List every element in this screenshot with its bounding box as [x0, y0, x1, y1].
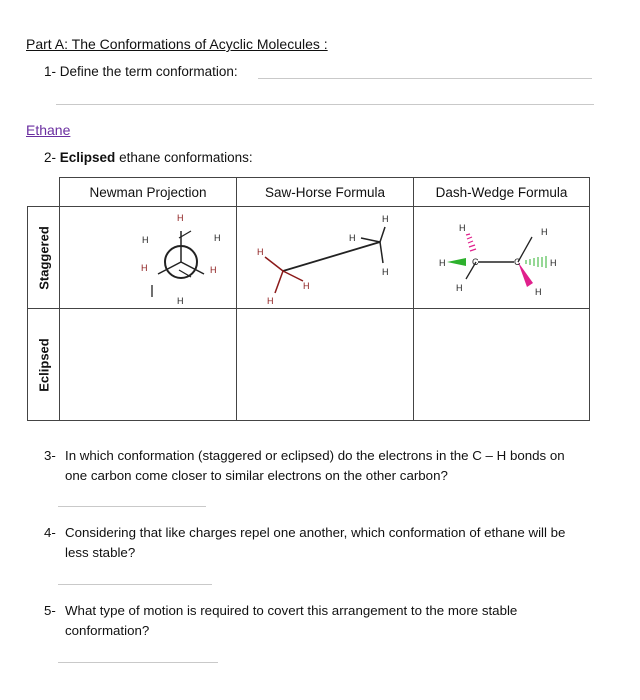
question-2-bold: Eclipsed [59, 150, 116, 165]
question-4-number: 4- [44, 525, 56, 540]
question-2-number: 2- [44, 150, 57, 165]
col-header-sawhorse: Saw-Horse Formula [237, 178, 414, 207]
question-3-line-1: In which conformation (staggered or eclipsed) do the electrons in the C – H bonds on [65, 448, 565, 463]
question-1-text: Define the term conformation: [59, 64, 238, 79]
newman-projection-diagram [60, 207, 236, 308]
answer-line-5[interactable] [58, 662, 218, 663]
answer-line-3[interactable] [58, 506, 206, 507]
question-2-text: ethane conformations: [115, 150, 253, 165]
atom-h-front-top: H [177, 213, 184, 223]
question-1 [44, 64, 238, 79]
answer-line-4[interactable] [58, 584, 212, 585]
atom-h-front-bottom: H [267, 296, 274, 306]
atom-h-back-right: H [214, 233, 221, 243]
sawhorse-formula-diagram [237, 207, 413, 308]
atom-h-back-bottom: H [382, 267, 389, 277]
question-4-line-1: Considering that like charges repel one another, which conformation of ethane will be [65, 525, 566, 540]
atom-h-left: H [439, 258, 446, 268]
atom-h-back-left: H [142, 235, 149, 245]
col-header-newman: Newman Projection [60, 178, 237, 207]
table-corner [28, 178, 60, 207]
atom-h-front-left: H [257, 247, 264, 257]
atom-h-back-bottom: H [177, 296, 184, 306]
question-5-number: 5- [44, 603, 56, 618]
question-4-line-2: less stable? [65, 545, 136, 560]
atom-h-front-right: H [303, 281, 310, 291]
answer-line-1a[interactable] [258, 78, 592, 79]
front-bonds [158, 231, 204, 274]
section-ethane: Ethane [26, 122, 71, 138]
dash-wedge-formula-diagram [414, 207, 589, 308]
atom-c-left: C [472, 257, 479, 267]
dash-left-up-h [466, 234, 476, 251]
atom-h-right: H [550, 258, 557, 268]
sawhorse-staggered-cell [237, 207, 414, 309]
atom-h-back-left: H [349, 233, 356, 243]
dashwedge-staggered-cell [414, 207, 590, 309]
atom-h-right-up: H [541, 227, 548, 237]
question-3-line-2: one carbon come closer to similar electrons on the other carbon? [65, 468, 448, 483]
atom-h-back-top: H [382, 214, 389, 224]
question-1-number: 1- [44, 64, 57, 79]
wedge-left-h [447, 258, 466, 266]
atom-h-right-down: H [535, 287, 542, 297]
col-header-dashwedge: Dash-Wedge Formula [414, 178, 590, 207]
atom-h-front-left: H [141, 263, 148, 273]
answer-line-1b[interactable] [56, 104, 594, 105]
newman-staggered-cell [60, 207, 237, 309]
question-5-line-2: conformation? [65, 623, 150, 638]
cc-bond [283, 242, 380, 271]
question-2 [44, 150, 253, 165]
dash-right-h [526, 256, 546, 268]
atom-h-left-down: H [456, 283, 463, 293]
newman-eclipsed-cell[interactable] [60, 309, 237, 421]
row-label-eclipsed: Eclipsed [28, 309, 60, 421]
conformation-table [27, 177, 590, 421]
sawhorse-eclipsed-cell[interactable] [237, 309, 414, 421]
atom-h-left-up: H [459, 223, 466, 233]
atom-h-front-right: H [210, 265, 217, 275]
dashwedge-eclipsed-cell[interactable] [414, 309, 590, 421]
row-label-staggered: Staggered [28, 207, 60, 309]
part-title: Part A: The Conformations of Acyclic Molecules : [26, 36, 328, 52]
question-3-number: 3- [44, 448, 56, 463]
front-carbon-bonds [265, 257, 303, 293]
atom-c-right: C [514, 257, 521, 267]
question-5-line-1: What type of motion is required to covert this arrangement to the more stable [65, 603, 518, 618]
